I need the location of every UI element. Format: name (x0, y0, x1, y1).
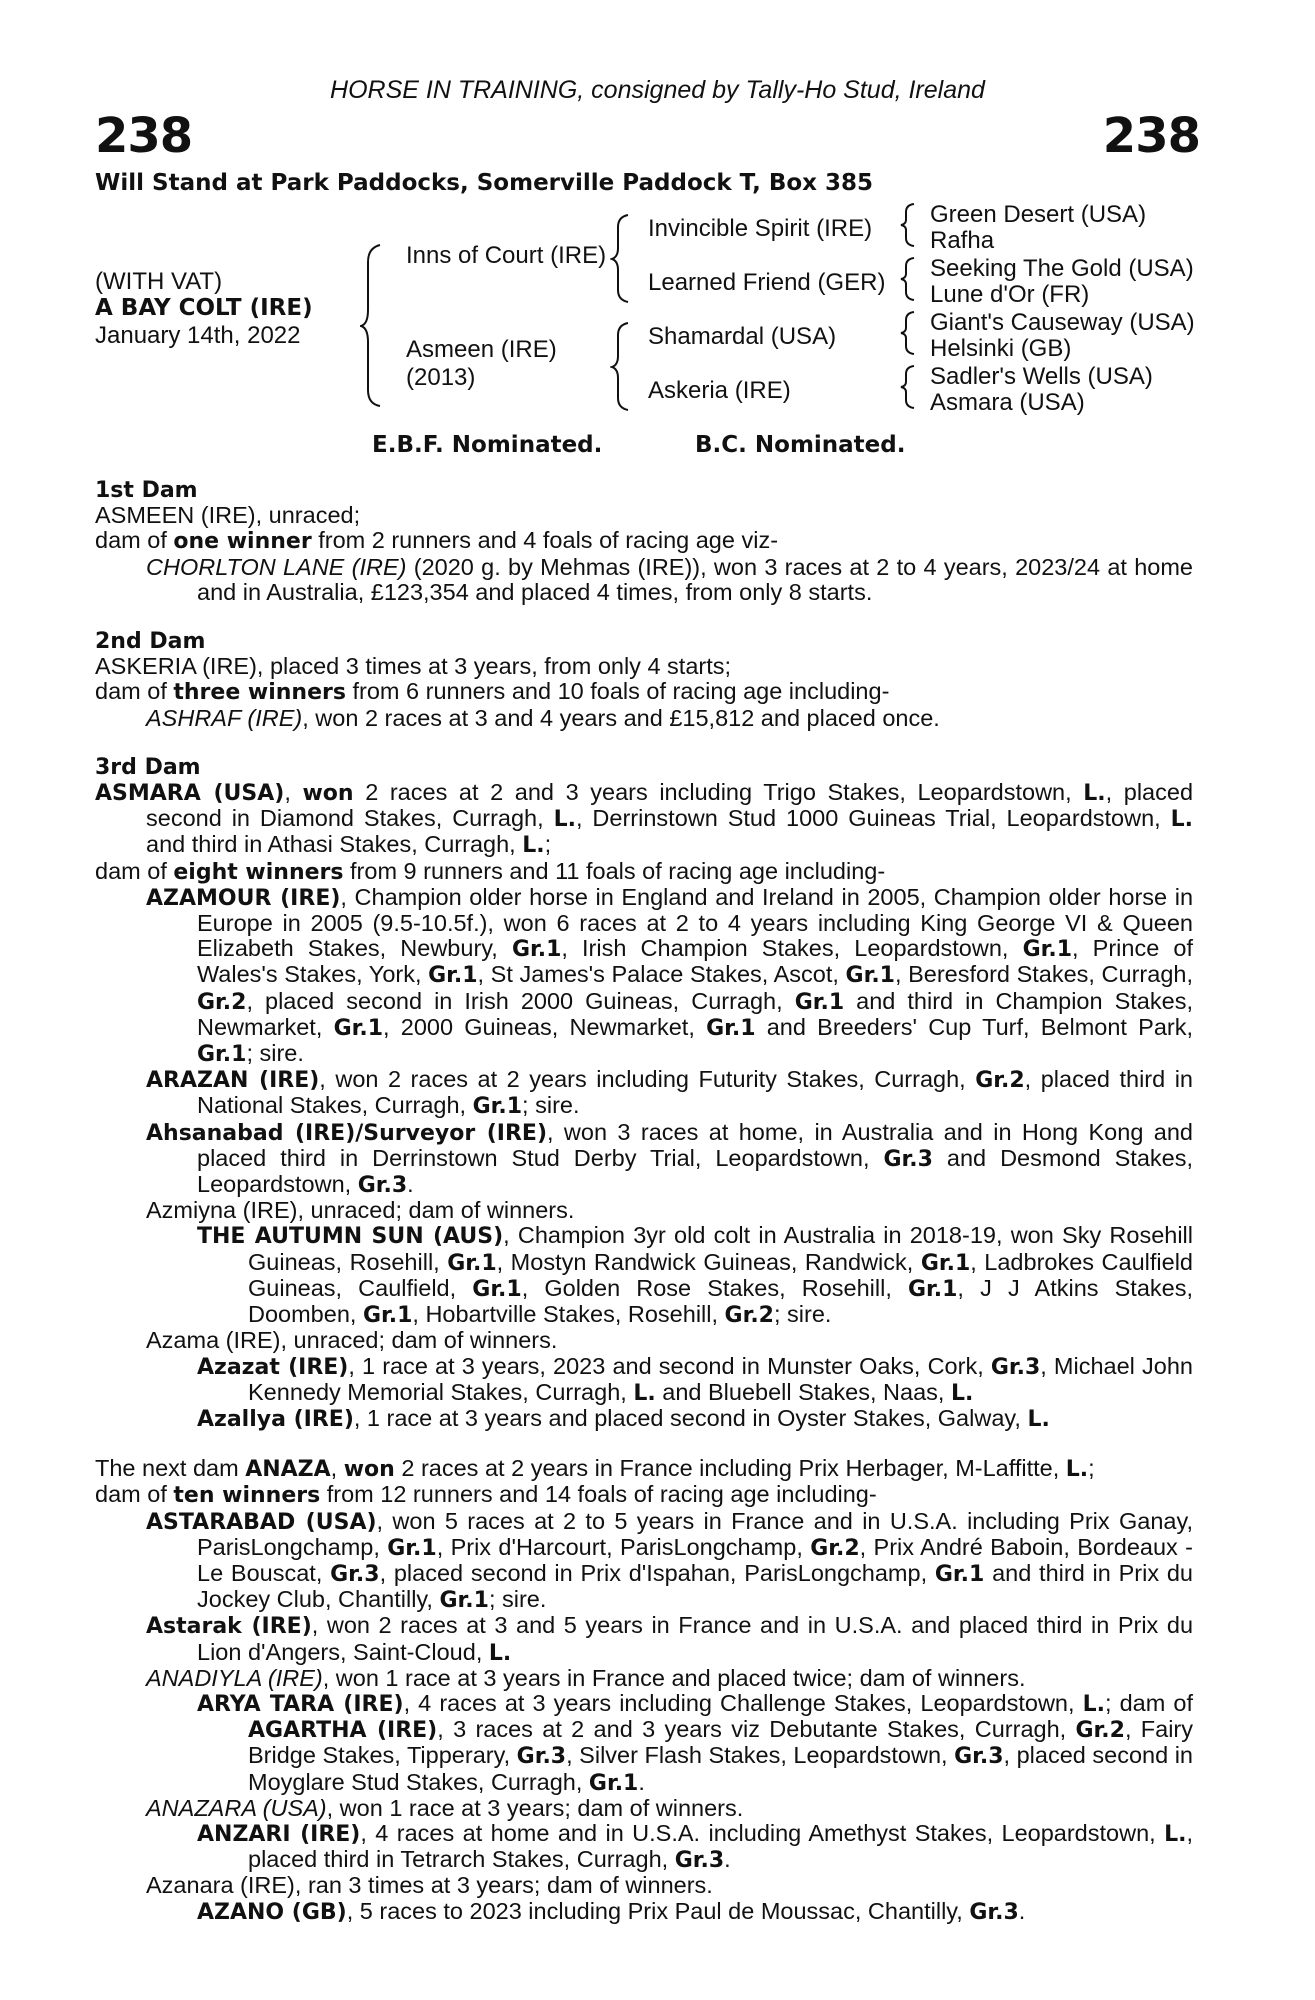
pedigree-ggp-8: Asmara (USA) (930, 389, 1085, 416)
pedigree-ggp-3: Seeking The Gold (USA) (930, 255, 1194, 282)
pedigree-sire-sire: Invincible Spirit (IRE) (648, 215, 873, 242)
third-dam-produce-azmiyna: Azmiyna (IRE), unraced; dam of winners. (146, 1197, 575, 1224)
third-dam-produce-azama: Azama (IRE), unraced; dam of winners. (146, 1327, 558, 1354)
pedigree-brace-g2 (898, 256, 920, 302)
third-dam-line: ASMARA (USA), won 2 races at 2 and 3 years including Trigo Stakes, Leopardstown, L., placed second in Diamond Stakes, Curragh, L., Derrinstown Stud 1000 Guineas Trial, Leopardstown, L. and third in Athasi Stakes, Curragh, L.; (95, 779, 1194, 859)
next-dam-produce-anzari: ANZARI (IRE), 4 races at home and in U.S.A. including Amethyst Stakes, Leopardstown, L., placed third in Tetrarch Stakes, Curragh, Gr.3. (197, 1819, 1193, 1874)
first-dam-produce-intro: dam of one winner from 2 runners and 4 foals of racing age viz- (95, 527, 779, 555)
pedigree-brace-sire (610, 212, 640, 304)
third-dam-produce-intro: dam of eight winners from 9 runners and 11 foals of racing age including- (95, 857, 886, 885)
pedigree-dam-dam: Askeria (IRE) (648, 377, 791, 404)
pedigree-ggp-7: Sadler's Wells (USA) (930, 363, 1153, 390)
pedigree-sire-dam: Learned Friend (GER) (648, 269, 886, 296)
pedigree-dam-year: (2013) (406, 364, 476, 391)
third-dam-produce-arazan: ARAZAN (IRE), won 2 races at 2 years including Futurity Stakes, Curragh, Gr.2, placed third in National Stakes, Curragh, Gr.1; sire. (146, 1066, 1193, 1120)
first-dam-produce-1: CHORLTON LANE (IRE) (2020 g. by Mehmas (IRE)), won 3 races at 2 to 4 years, 2023/24 at home and in Australia, £123,354 and placed 4 times, from only 8 starts. (146, 553, 1193, 605)
third-dam-heading: 3rd Dam (95, 754, 201, 780)
foaling-date: January 14th, 2022 (95, 322, 301, 349)
next-dam-produce-astarak: Astarak (IRE), won 2 races at 3 and 5 years in France and in U.S.A. and placed third in Prix du Lion d'Angers, Saint-Cloud, L. (146, 1612, 1194, 1666)
pedigree-brace-g3 (898, 310, 920, 356)
next-dam-produce-anazara: ANAZARA (USA), won 1 race at 3 years; dam of winners. (146, 1794, 744, 1821)
next-dam-produce-azanara: Azanara (IRE), ran 3 times at 3 years; dam of winners. (146, 1872, 713, 1899)
third-dam-produce-azallya: Azallya (IRE), 1 race at 3 years and placed second in Oyster Stakes, Galway, L. (197, 1404, 1050, 1432)
catalogue-body (95, 478, 1193, 1925)
next-dam-produce-azano: AZANO (GB), 5 races to 2023 including Prix Paul de Moussac, Chantilly, Gr.3. (197, 1897, 1026, 1925)
next-dam-produce-anadiyla: ANADIYLA (IRE), won 1 race at 3 years in France and placed twice; dam of winners. (146, 1664, 1026, 1691)
next-dam-produce-arya-tara: ARYA TARA (IRE), 4 races at 3 years including Challenge Stakes, Leopardstown, L.; dam of AGARTHA (IRE), 3 races at 2 and 3 years viz Debutante Stakes, Curragh, Gr.2, Fairy Bridge Stakes, Tipperary, Gr.3, Silver Flash Stakes, Leopardstown, Gr.3, placed second in Moyglare Stud Stakes, Curragh, Gr.1. (197, 1689, 1194, 1796)
ebf-nomination: E.B.F. Nominated. (372, 432, 603, 458)
pedigree-ggp-1: Green Desert (USA) (930, 201, 1147, 228)
pedigree-brace-main (360, 240, 400, 410)
pedigree-brace-dam (610, 320, 640, 412)
pedigree-brace-g4 (898, 364, 920, 410)
third-dam-produce-azamour: AZAMOUR (IRE), Champion older horse in England and Ireland in 2005, Champion older horse in Europe in 2005 (9.5-10.5f.), won 6 races at 2 to 4 years including King George VI & Queen Elizabeth Stakes, Newbury, Gr.1, Irish Champion Stakes, Leopardstown, Gr.1, Prince of Wales's Stakes, York, Gr.1, St James's Palace Stakes, Ascot, Gr.1, Beresford Stakes, Curragh, Gr.2, placed second in Irish 2000 Guineas, Curragh, Gr.1 and third in Champion Stakes, Newmarket, Gr.1, 2000 Guineas, Newmarket, Gr.1 and Breeders' Cup Turf, Belmont Park, Gr.1; sire. (146, 883, 1194, 1068)
second-dam-heading: 2nd Dam (95, 629, 206, 655)
pedigree-brace-g1 (898, 202, 920, 248)
third-dam-produce-azazat: Azazat (IRE), 1 race at 3 years, 2023 and second in Munster Oaks, Cork, Gr.3, Michael John Kennedy Memorial Stakes, Curragh, L. and Bluebell Stakes, Naas, L. (197, 1352, 1193, 1406)
consignment-line: HORSE IN TRAINING, consigned by Tally-Ho Stud, Ireland (330, 76, 985, 104)
pedigree-dam-sire: Shamardal (USA) (648, 323, 837, 350)
first-dam-line: ASMEEN (IRE), unraced; (95, 502, 361, 529)
next-dam-produce-intro: dam of ten winners from 12 runners and 14 foals of racing age including- (95, 1481, 877, 1509)
vat-note: (WITH VAT) (95, 268, 223, 295)
second-dam-line: ASKERIA (IRE), placed 3 times at 3 years, from only 4 starts; (95, 653, 732, 680)
third-dam-produce-autumn-sun: THE AUTUMN SUN (AUS), Champion 3yr old colt in Australia in 2018-19, won Sky Rosehill Guineas, Rosehill, Gr.1, Mostyn Randwick Guineas, Randwick, Gr.1, Ladbrokes Caulfield Guineas, Caulfield, Gr.1, Golden Rose Stakes, Rosehill, Gr.1, J J Atkins Stakes, Doomben, Gr.1, Hobartville Stakes, Rosehill, Gr.2; sire. (197, 1222, 1193, 1329)
lot-number-left: 238 (95, 108, 193, 164)
bc-nomination: B.C. Nominated. (695, 432, 906, 458)
pedigree-ggp-6: Helsinki (GB) (930, 335, 1072, 362)
next-dam-produce-astarabad: ASTARABAD (USA), won 5 races at 2 to 5 years in France and in U.S.A. including Prix Ganay, ParisLongchamp, Gr.1, Prix d'Harcourt, ParisLongchamp, Gr.2, Prix André Baboin, Bordeaux - Le Bouscat, Gr.3, placed second in Prix d'Ispahan, ParisLongchamp, Gr.1 and third in Prix du Jockey Club, Chantilly, Gr.1; sire. (146, 1507, 1194, 1614)
first-dam-heading: 1st Dam (95, 478, 198, 503)
horse-name: A BAY COLT (IRE) (95, 295, 313, 321)
pedigree-ggp-4: Lune d'Or (FR) (930, 281, 1090, 308)
pedigree-ggp-2: Rafha (930, 227, 995, 254)
pedigree-sire: Inns of Court (IRE) (406, 242, 607, 269)
pedigree-ggp-5: Giant's Causeway (USA) (930, 309, 1195, 336)
third-dam-produce-ahsanabad: Ahsanabad (IRE)/Surveyor (IRE), won 3 races at home, in Australia and in Hong Kong and placed third in Derrinstown Stud Derby Trial, Leopardstown, Gr.3 and Desmond Stakes, Leopardstown, Gr.3. (146, 1118, 1193, 1199)
second-dam-produce-1: ASHRAF (IRE), won 2 races at 3 and 4 years and £15,812 and placed once. (146, 704, 940, 731)
lot-number-right: 238 (1102, 108, 1200, 164)
stand-location: Will Stand at Park Paddocks, Somerville Paddock T, Box 385 (95, 170, 874, 196)
second-dam-produce-intro: dam of three winners from 6 runners and 10 foals of racing age including- (95, 678, 890, 706)
pedigree-dam: Asmeen (IRE) (406, 336, 557, 363)
next-dam-line: The next dam ANAZA, won 2 races at 2 years in France including Prix Herbager, M-Laffitte, L.; (95, 1455, 1095, 1483)
